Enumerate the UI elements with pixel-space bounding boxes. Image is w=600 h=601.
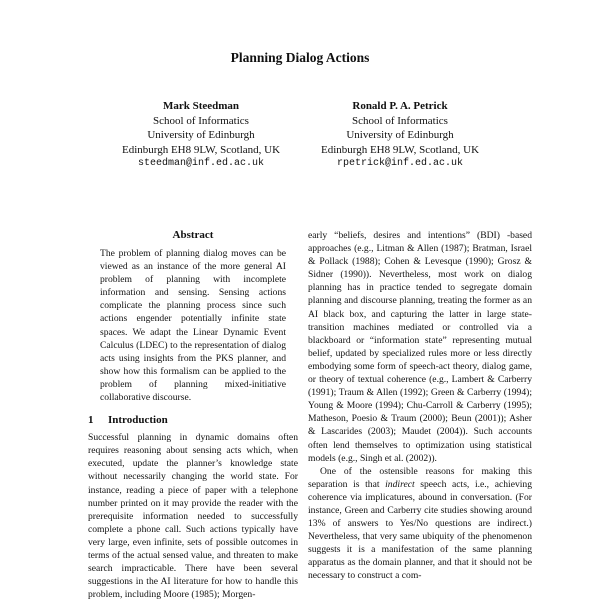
- author-email: steedman@inf.ed.ac.uk: [137, 158, 265, 169]
- author-email: rpetrick@inf.ed.ac.uk: [336, 158, 464, 169]
- author-university: University of Edinburgh: [147, 129, 255, 141]
- abstract-heading: Abstract: [172, 229, 214, 241]
- author-university: University of Edinburgh: [346, 129, 454, 141]
- author-affiliation: School of Informatics: [153, 114, 249, 127]
- section-number: 1: [88, 414, 94, 427]
- abstract-text: The problem of planning dialog moves can be viewed as an instance of the more general AI problem of planning with incomplete information and sensing. Sensing actions complicate the planning process since such actions engender potentially infinite state spaces. We adapt the Linear Dynamic Event Calculus (LDEC) to the representation of dialog acts using insights from the PKS planner, and show how this formalism can be applied to the problem of planning mixed-initiative collaborative discourse.: [100, 248, 286, 404]
- section-title: Introduction: [108, 414, 168, 427]
- author-name: Ronald P. A. Petrick: [352, 100, 448, 112]
- body-paragraph-1: early “beliefs, desires and intentions” (BDI) -based approaches (e.g., Litman & Allen (1987); Bratman, Israel & Pollack (1988); Cohen & Levesque (1990); Grosz & Sidner (1990)). Nevertheless, most work on dialog planning has in practice tended to segregate domain planning and discourse planning, treating the former as an AI black box, and capturing the latter in large state-transition machines mediated or controlled via a blackboard or “information state” representing mutual belief, updated by specialized rules more or less directly embodying some form of speech-act theory, dialog game, or theory of textual coherence (e.g., Lambert & Carberry (1991); Traum & Allen (1992); Green & Carberry (1994); Young & Moore (1994); Chu-Carroll & Carberry (1995); Matheson, Poesio & Traum (2000); Beun (2001)); Asher & Lascarides (2003); Maudet (2004)). Such accounts often lend themselves to optimization using statistical models (e.g., Singh et al. (2002)).: [308, 230, 532, 464]
- emphasis-text: indirect: [385, 478, 415, 490]
- author-address: Edinburgh EH8 9LW, Scotland, UK: [320, 143, 480, 156]
- left-column: [88, 229, 298, 601]
- paragraph-text: One of the ostensible reasons for making this separation is that: [308, 465, 532, 490]
- author-name: Mark Steedman: [162, 100, 240, 112]
- author-block-2: [300, 99, 500, 172]
- body-paragraph-2: [308, 465, 532, 583]
- paper-title: Planning Dialog Actions: [230, 50, 370, 65]
- author-affiliation: School of Informatics: [352, 114, 448, 127]
- right-column: [308, 229, 532, 583]
- section-heading: [88, 414, 298, 426]
- author-address: Edinburgh EH8 9LW, Scotland, UK: [121, 143, 281, 156]
- author-block-1: [101, 99, 301, 172]
- paragraph-text: speech acts, i.e., achieving coherence via implicatures, abound in conversation. (For instance, Green and Carberry cite studies showing around 13% of answers to Yes/No questions are indirect.) Nevertheless, that very same ubiquity of the phenomenon suggests it is a manifestation of the same planning apparatus as the domain planner, and that it should not be necessary to construct a com-: [308, 478, 533, 582]
- intro-paragraph: Successful planning in dynamic domains often requires reasoning about sensing acts which, when executed, update the planner’s knowledge state without necessarily changing the world state. For instance, reading a piece of paper with a telephone number printed on it may provide the reader with the prerequisite information needed to successfully complete a phone call. Such actions typically have very large, even infinite, sets of possible outcomes in terms of the actual sensed value, and threaten to make search impracticable. There have been several suggestions in the AI literature for how to handle this problem, including Moore (1985); Morgen-: [88, 432, 298, 601]
